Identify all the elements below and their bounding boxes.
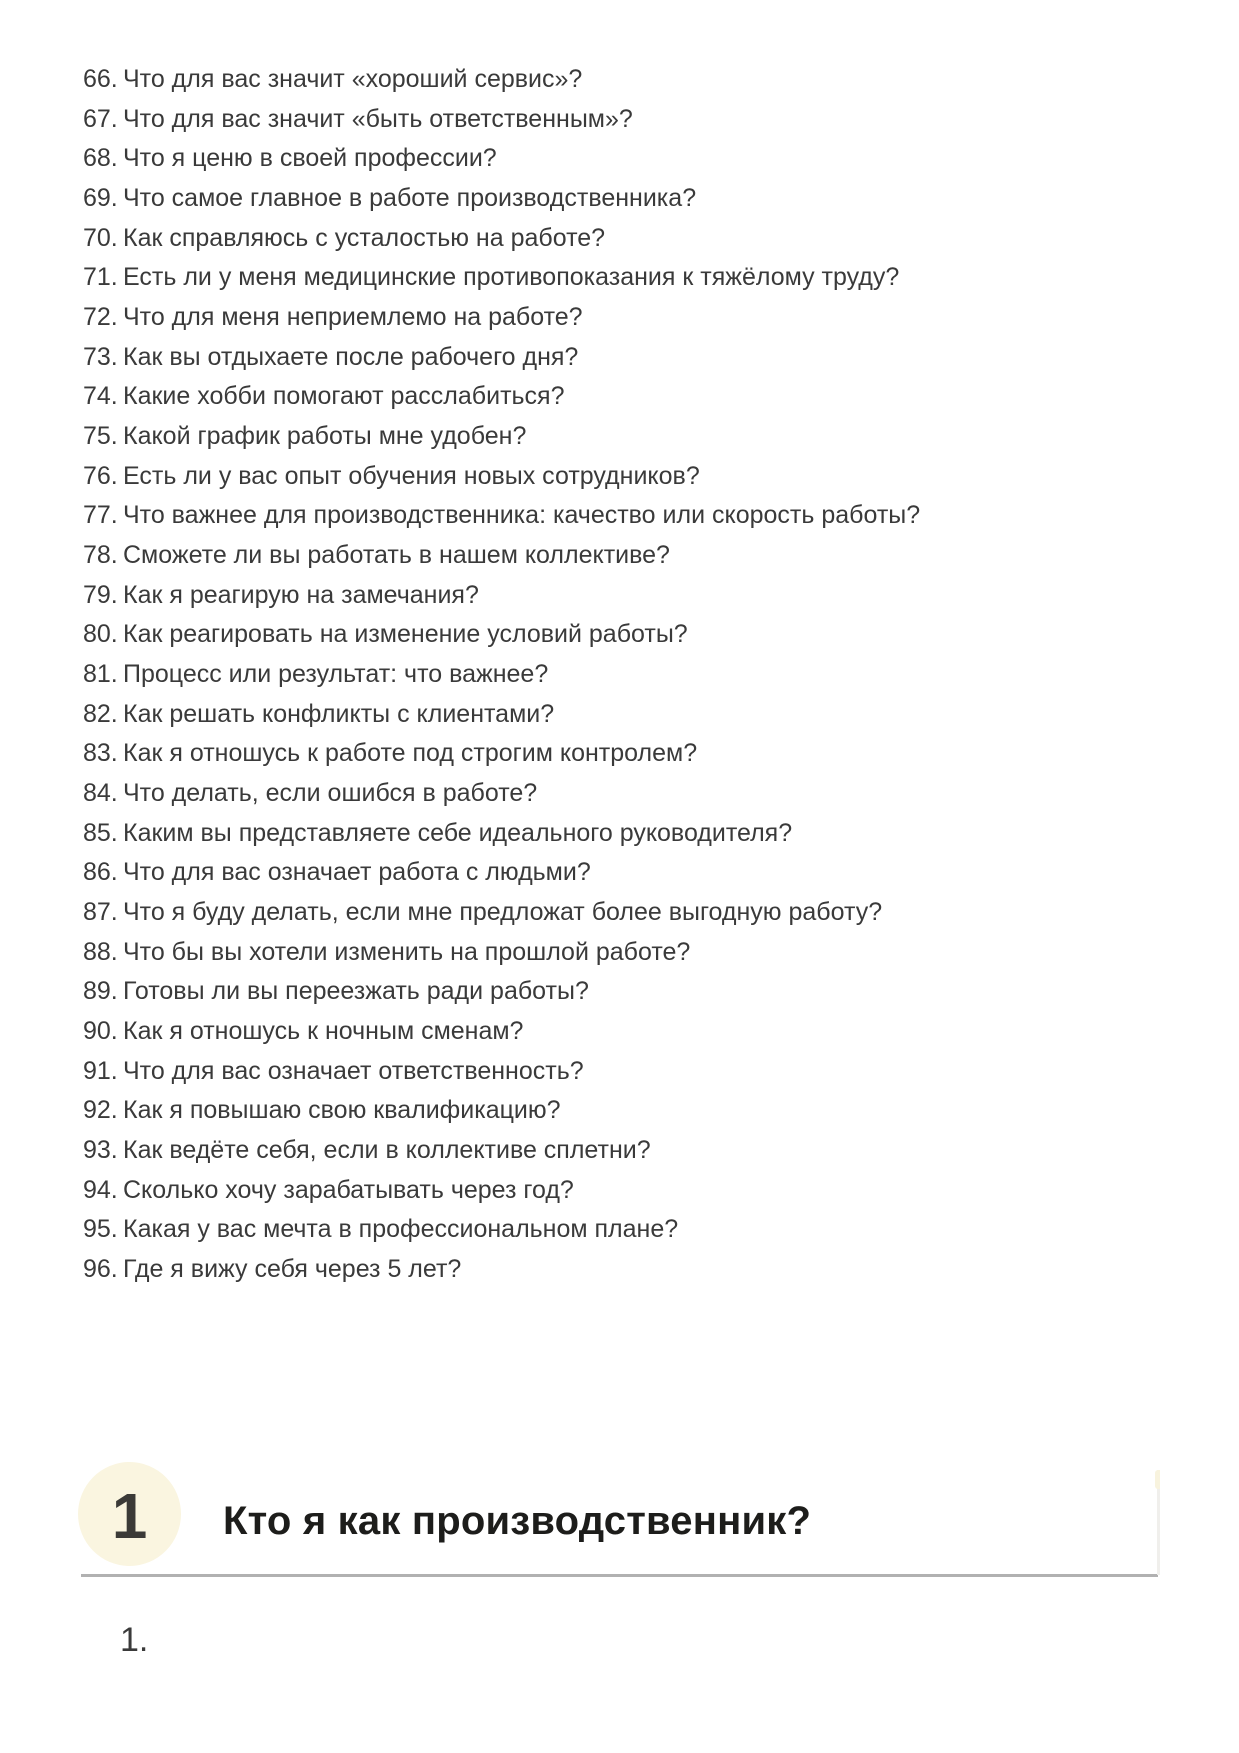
question-number: 77. (83, 501, 118, 530)
question-item (83, 338, 920, 378)
question-number: 84. (83, 779, 118, 808)
question-text: Как справляюсь с усталостью на работе? (123, 223, 606, 252)
question-text: Как я повышаю свою квалификацию? (123, 1096, 561, 1125)
question-item (83, 139, 920, 179)
question-item (83, 893, 920, 933)
question-number: 93. (83, 1136, 118, 1165)
question-item (83, 972, 920, 1012)
question-text: Что для вас значит «быть ответственным»? (123, 104, 633, 133)
question-number: 73. (83, 342, 118, 371)
question-item (83, 576, 920, 616)
question-item (83, 100, 920, 140)
question-item (83, 1091, 920, 1131)
question-text: Как ведёте себя, если в коллективе сплетни? (123, 1136, 651, 1165)
question-number: 71. (83, 263, 118, 292)
question-text: Что я буду делать, если мне предложат более выгодную работу? (123, 898, 883, 927)
question-item (83, 734, 920, 774)
question-text: Что для вас означает ответственность? (123, 1056, 584, 1085)
section-title: Кто я как производственник? (223, 1499, 812, 1543)
question-number: 89. (83, 977, 118, 1006)
question-text: Что бы вы хотели изменить на прошлой работе? (123, 937, 691, 966)
question-item (83, 179, 920, 219)
question-number: 87. (83, 898, 118, 927)
question-number: 85. (83, 818, 118, 847)
section-divider (81, 1574, 1158, 1577)
question-number: 94. (83, 1175, 118, 1204)
question-item (83, 1250, 920, 1290)
page-edge-circle-fragment (1155, 1470, 1160, 1489)
question-text: Что я ценю в своей профессии? (123, 144, 497, 173)
question-text: Что для меня неприемлемо на работе? (123, 303, 583, 332)
question-item (83, 60, 920, 100)
question-item (83, 655, 920, 695)
question-text: Как реагировать на изменение условий работы? (123, 620, 688, 649)
question-item (83, 1210, 920, 1250)
question-number: 75. (83, 422, 118, 451)
question-item (83, 258, 920, 298)
question-number: 96. (83, 1255, 118, 1284)
question-item (83, 1052, 920, 1092)
question-item (83, 1012, 920, 1052)
question-text: Что самое главное в работе производственника? (123, 184, 697, 213)
question-item (83, 417, 920, 457)
question-text: Как я реагирую на замечания? (123, 580, 479, 609)
question-item (83, 933, 920, 973)
question-item (83, 1131, 920, 1171)
question-text: Какие хобби помогают расслабиться? (123, 382, 565, 411)
answer-item-number: 1. (120, 1621, 149, 1659)
question-item (83, 1171, 920, 1211)
question-item (83, 774, 920, 814)
question-number: 80. (83, 620, 118, 649)
question-text: Что важнее для производственника: качество или скорость работы? (123, 501, 921, 530)
question-text: Как вы отдыхаете после рабочего дня? (123, 342, 579, 371)
question-number: 81. (83, 660, 118, 689)
question-item (83, 814, 920, 854)
question-number: 66. (83, 65, 118, 93)
question-text: Где я вижу себя через 5 лет? (123, 1255, 462, 1284)
answer-list-item (120, 1619, 148, 1661)
question-item (83, 695, 920, 735)
question-text: Есть ли у меня медицинские противопоказания к тяжёлому труду? (123, 263, 900, 292)
section-number-badge (78, 1462, 181, 1566)
question-number: 74. (83, 382, 118, 411)
question-number: 92. (83, 1096, 118, 1125)
question-number: 68. (83, 144, 118, 173)
question-text: Как я отношусь к работе под строгим контролем? (123, 739, 698, 768)
question-number: 90. (83, 1017, 118, 1046)
question-text: Сможете ли вы работать в нашем коллективе? (123, 541, 670, 570)
question-text: Что для вас значит «хороший сервис»? (123, 65, 583, 93)
question-text: Сколько хочу зарабатывать через год? (123, 1175, 574, 1204)
question-text: Готовы ли вы переезжать ради работы? (123, 977, 589, 1006)
question-item (83, 377, 920, 417)
section-number: 1 (111, 1480, 148, 1552)
question-number: 78. (83, 541, 118, 570)
question-number: 83. (83, 739, 118, 768)
question-text: Какой график работы мне удобен? (123, 422, 527, 451)
question-item (83, 219, 920, 259)
question-item (83, 457, 920, 497)
question-text: Что для вас означает работа с людьми? (123, 858, 591, 887)
question-text: Как я отношусь к ночным сменам? (123, 1017, 524, 1046)
question-text: Процесс или результат: что важнее? (123, 660, 549, 689)
question-item (83, 536, 920, 576)
question-number: 70. (83, 223, 118, 252)
question-number: 91. (83, 1056, 118, 1085)
question-number: 72. (83, 303, 118, 332)
question-item (83, 496, 920, 536)
question-number: 88. (83, 937, 118, 966)
question-number: 82. (83, 699, 118, 728)
question-item (83, 853, 920, 893)
question-item (83, 298, 920, 338)
question-number: 79. (83, 580, 118, 609)
question-number: 67. (83, 104, 118, 133)
question-number: 76. (83, 461, 118, 490)
question-number: 86. (83, 858, 118, 887)
question-number: 95. (83, 1215, 118, 1244)
question-list (83, 60, 920, 1290)
question-number: 69. (83, 184, 118, 213)
question-text: Есть ли у вас опыт обучения новых сотрудников? (123, 461, 700, 490)
question-text: Что делать, если ошибся в работе? (123, 779, 538, 808)
question-item (83, 615, 920, 655)
question-text: Каким вы представляете себе идеального руководителя? (123, 818, 793, 847)
question-text: Как решать конфликты с клиентами? (123, 699, 555, 728)
question-text: Какая у вас мечта в профессиональном плане? (123, 1215, 679, 1244)
